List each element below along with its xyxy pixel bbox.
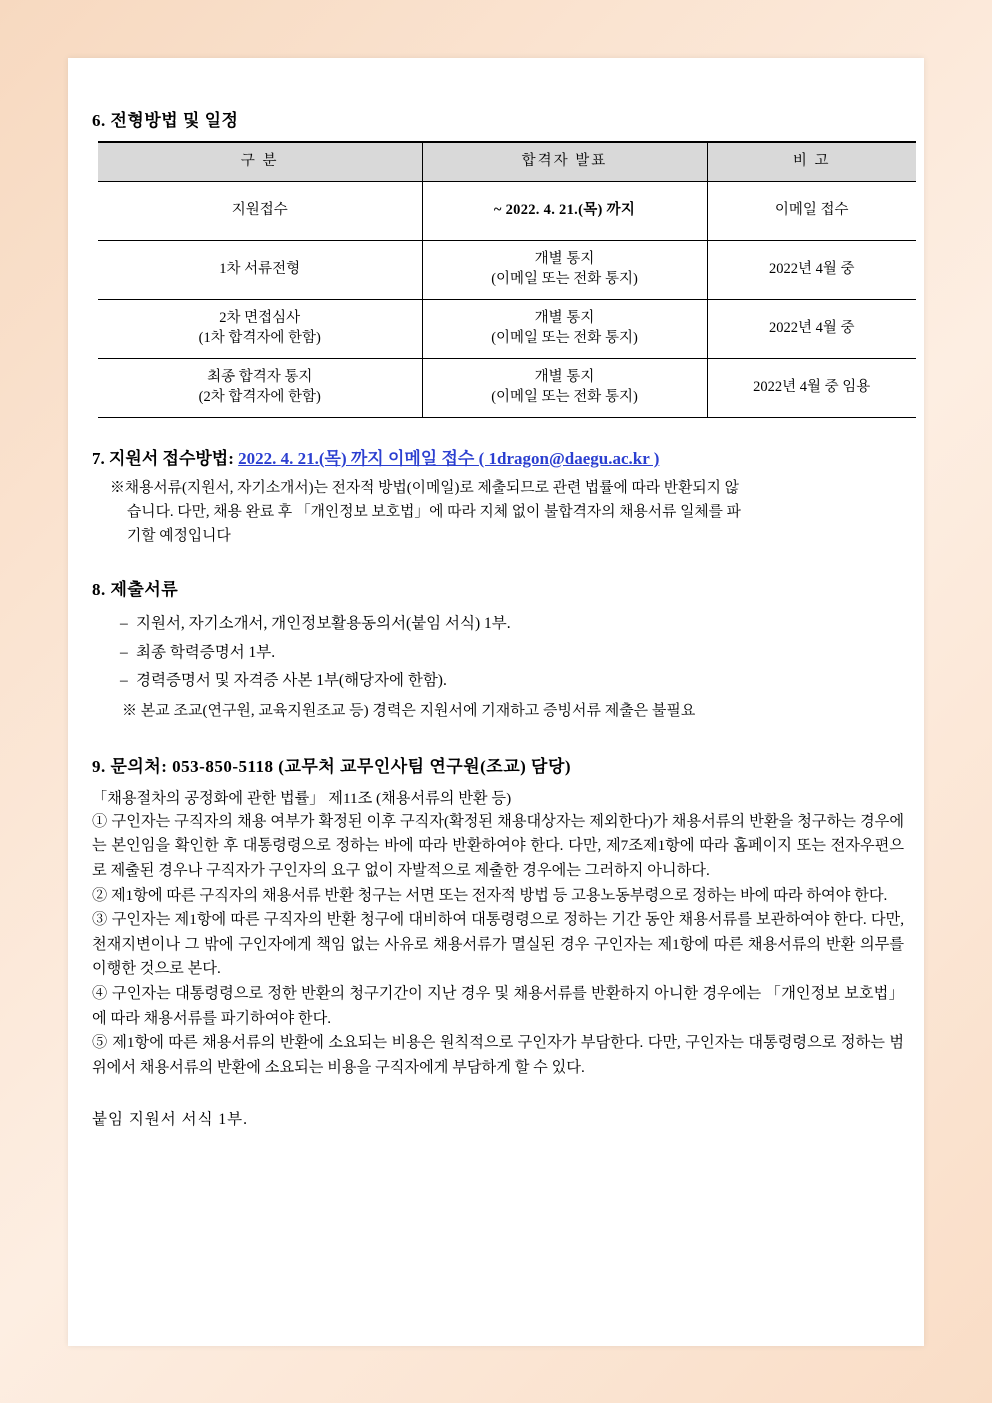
required-documents-list [92, 610, 904, 696]
table-header-row [98, 142, 916, 182]
section-6 [92, 106, 904, 418]
cell-announcement [422, 359, 707, 418]
list-item-label: 최종 학력증명서 1부. [136, 643, 276, 661]
section-7-note [110, 477, 890, 549]
schedule-table [98, 141, 916, 418]
cell-line-2: (이메일 또는 전화 통지) [491, 271, 638, 287]
section-8-heading: 8. 제출서류 [92, 579, 179, 599]
law-clause-4: ④ 구인자는 대통령령으로 정한 반환의 청구기간이 지난 경우 및 채용서류를 반환하지 아니한 경우에는 「개인정보 보호법」에 따라 채용서류를 파기하여야 한다. [92, 985, 904, 1027]
section-6-heading: 6. 전형방법 및 일정 [92, 111, 239, 130]
cell-remarks: 이메일 접수 [707, 182, 916, 241]
cell-line-2: (이메일 또는 전화 통지) [491, 389, 638, 405]
list-item [120, 610, 904, 639]
table-header-remarks: 비 고 [707, 142, 916, 182]
email-submission-link[interactable]: 2022. 4. 21.(목) 까지 이메일 접수 ( 1dragon@daegu.ac.kr ) [238, 449, 660, 468]
cell-announcement [422, 241, 707, 300]
cell-remarks: 2022년 4월 중 임용 [707, 359, 916, 418]
dash-marker: – [120, 643, 128, 661]
law-clause-1: ① 구인자는 구직자의 채용 여부가 확정된 이후 구직자(확정된 채용대상자는 제외한다)가 채용서류의 반환을 청구하는 경우에는 본인임을 확인한 후 대통령령으로 정하는 바에 따라 반환하여야 한다. 다만, 제7조제1항에 따라 홈페이지 또는 전자우편으로 제출된 경우나 구직자가 구인자의 요구 없이 자발적으로 제출한 경우에는 그러하지 아니하다. [92, 812, 904, 879]
list-item [120, 639, 904, 668]
cell-line-2: (이메일 또는 전화 통지) [491, 330, 638, 346]
document-page [68, 58, 924, 1346]
list-item-label: 지원서, 자기소개서, 개인정보활용동의서(붙임 서식) 1부. [136, 614, 511, 632]
table-row [98, 300, 916, 359]
table-header-division: 구 분 [98, 142, 422, 182]
cell-remarks: 2022년 4월 중 [707, 241, 916, 300]
section-9-heading: 9. 문의처: 053-850-5118 (교무처 교무인사팀 연구원(조교) 담당) [92, 756, 572, 776]
section-7 [92, 444, 904, 549]
law-clause-5: ⑤ 제1항에 따른 채용서류의 반환에 소요되는 비용은 원칙적으로 구인자가 부담한다. 다만, 구인자는 대통령령으로 정하는 범위에서 채용서류의 반환에 소요되는 비용을 구직자에게 부담하게 할 수 있다. [92, 1034, 904, 1076]
table-header-announcement: 합격자 발표 [422, 142, 707, 182]
list-item [120, 667, 904, 696]
section-8 [92, 575, 904, 726]
law-clause-2: ② 제1항에 따른 구직자의 채용서류 반환 청구는 서면 또는 전자적 방법 등 고용노동부령으로 정하는 바에 따라 하여야 한다. [92, 886, 888, 904]
dash-marker: – [120, 672, 128, 690]
dash-marker: – [120, 614, 128, 632]
section-8-note: ※ 본교 조교(연구원, 교육지원조교 등) 경력은 지원서에 기재하고 증빙서류 제출은 불필요 [122, 702, 696, 719]
cell-division [98, 359, 422, 418]
cell-line-1: 2차 면접심사 [219, 310, 301, 327]
note-line-3: 기할 예정입니다 [127, 527, 231, 544]
list-item-label: 경력증명서 및 자격증 사본 1부(해당자에 한함). [136, 672, 447, 690]
table-row [98, 359, 916, 418]
law-title: 「채용절차의 공정화에 관한 법률」 제11조 (채용서류의 반환 등) [92, 789, 512, 807]
cell-division: 1차 서류전형 [98, 241, 422, 300]
section-9 [92, 752, 904, 1081]
note-line-1: ※채용서류(지원서, 자기소개서)는 전자적 방법(이메일)로 제출되므로 관련 법률에 따라 반환되지 않 [110, 480, 739, 496]
cell-remarks: 2022년 4월 중 [707, 300, 916, 359]
law-clause-3: ③ 구인자는 제1항에 따른 구직자의 반환 청구에 대비하여 대통령령으로 정하는 기간 동안 채용서류를 보관하여야 한다. 다만, 천재지변이나 그 밖에 구인자에게 책임 없는 사유로 채용서류가 멸실된 경우 구인자는 제1항에 따른 채용서류의 반환 의무를 이행한 것으로 본다. [92, 911, 904, 978]
cell-announcement: ~ 2022. 4. 21.(목) 까지 [422, 182, 707, 241]
cell-line-2: (1차 합격자에 한함) [198, 330, 321, 346]
cell-division [98, 300, 422, 359]
table-row [98, 241, 916, 300]
document-body [92, 106, 904, 1129]
cell-line-1: 개별 통지 [534, 310, 595, 327]
cell-line-1: 최종 합격자 통지 [207, 369, 313, 386]
table-row [98, 182, 916, 241]
cell-announcement [422, 300, 707, 359]
cell-line-2: (2차 합격자에 한함) [198, 389, 321, 405]
cell-line-1: 개별 통지 [534, 251, 595, 268]
cell-line-1: 개별 통지 [534, 369, 595, 386]
section-7-heading [92, 444, 904, 469]
section-7-label: 7. 지원서 접수방법: [92, 449, 234, 468]
attachment-note: 붙임 지원서 서식 1부. [92, 1110, 249, 1128]
cell-division: 지원접수 [98, 182, 422, 241]
note-line-2: 습니다. 다만, 채용 완료 후 「개인정보 보호법」에 따라 지체 없이 불합격자의 채용서류 일체를 파 [127, 503, 741, 520]
